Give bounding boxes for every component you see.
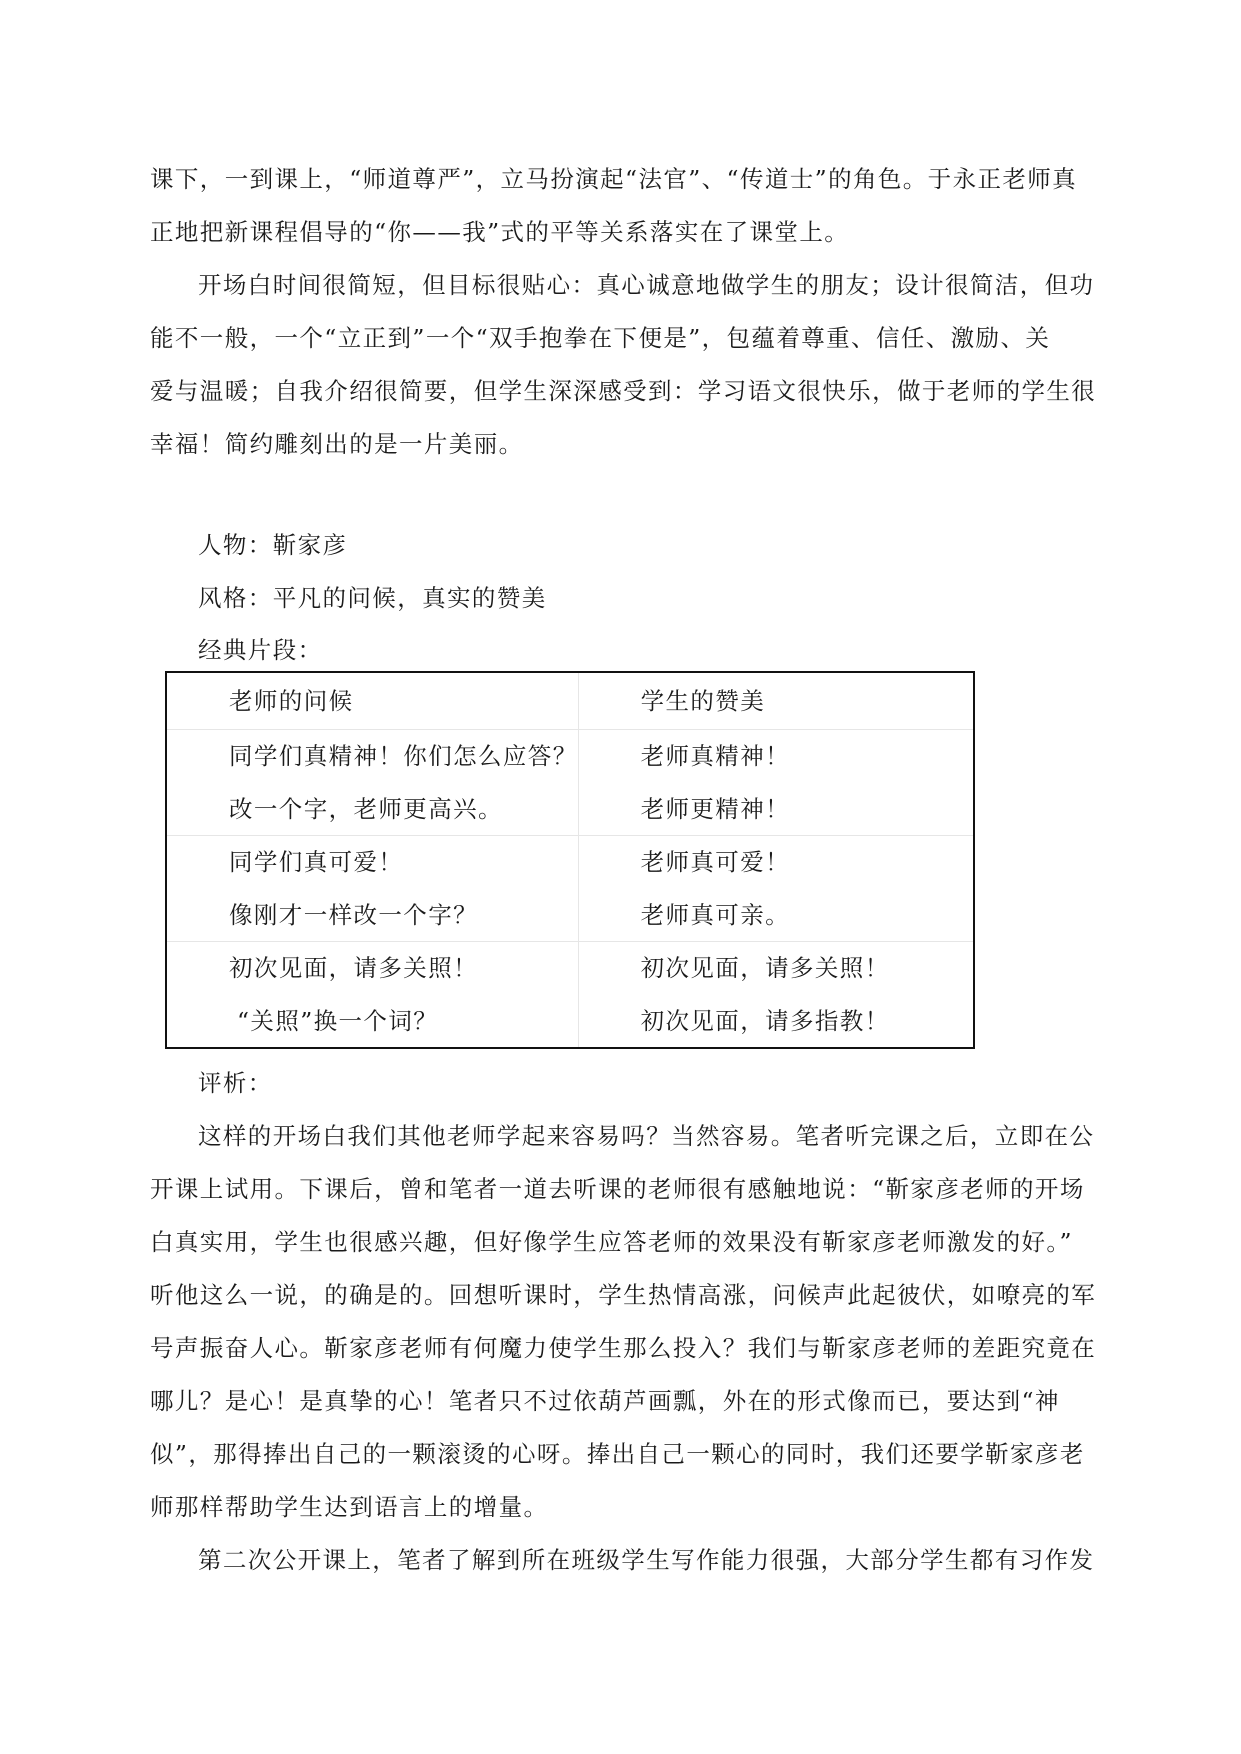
analysis-line: 号声振奋人心。靳家彦老师有何魔力使学生那么投入？我们与靳家彦老师的差距究竟在 <box>150 1334 1097 1362</box>
paragraph-line: 开场白时间很简短，但目标很贴心：真心诚意地做学生的朋友；设计很简洁，但功 <box>198 271 1095 299</box>
analysis-line: 白真实用，学生也很感兴趣，但好像学生应答老师的效果没有靳家彦老师激发的好。” <box>150 1228 1073 1256</box>
paragraph-line: 正地把新课程倡导的“你——我”式的平等关系落实在了课堂上。 <box>150 218 850 246</box>
header-student-praise: 学生的赞美 <box>640 687 766 715</box>
cell-line: 初次见面，请多关照！ <box>640 954 890 982</box>
table-cell <box>578 836 974 942</box>
cell-line: 老师真精神！ <box>640 742 791 770</box>
paragraph-line: 课下，一到课上，“师道尊严”，立马扮演起“法官”、“传道士”的角色。于永正老师真 <box>150 165 1078 193</box>
table-cell <box>166 836 578 942</box>
classic-table <box>165 671 975 1049</box>
cell-line: 同学们真精神！你们怎么应答？ <box>229 742 578 770</box>
paragraph-line: 能不一般，一个“立正到”一个“双手抱拳在下便是”，包蕴着尊重、信任、激励、关 <box>150 324 1051 352</box>
analysis-label: 评析： <box>198 1069 273 1097</box>
analysis-line: 似”，那得捧出自己的一颗滚烫的心呀。捧出自己一颗心的同时，我们还要学靳家彦老 <box>150 1440 1085 1468</box>
analysis-line: 第二次公开课上，笔者了解到所在班级学生写作能力很强，大部分学生都有习作发 <box>198 1546 1095 1574</box>
cell-line: 老师更精神！ <box>640 794 791 823</box>
table-header-cell <box>166 672 578 730</box>
table-row <box>166 836 974 942</box>
cell-line: 同学们真可爱！ <box>229 848 404 876</box>
person-line: 人物：靳家彦 <box>198 531 348 559</box>
classic-label: 经典片段： <box>198 636 323 664</box>
table-header-row <box>166 672 974 730</box>
table-cell <box>578 942 974 1049</box>
table-row <box>166 730 974 836</box>
cell-line: “关照”换一个词？ <box>237 1006 439 1035</box>
style-line: 风格：平凡的问候，真实的赞美 <box>198 584 547 612</box>
table-cell <box>166 942 578 1049</box>
cell-line: 像刚才一样改一个字？ <box>229 900 478 929</box>
analysis-line: 这样的开场白我们其他老师学起来容易吗？当然容易。笔者听完课之后，立即在公 <box>198 1122 1095 1150</box>
table-row <box>166 942 974 1049</box>
cell-line: 初次见面，请多关照！ <box>229 954 478 982</box>
cell-line: 老师真可爱！ <box>640 848 791 876</box>
table-header-cell <box>578 672 974 730</box>
table-cell <box>578 730 974 836</box>
analysis-line: 开课上试用。下课后，曾和笔者一道去听课的老师很有感触地说：“靳家彦老师的开场 <box>150 1175 1085 1203</box>
analysis-line: 哪儿？是心！是真挚的心！笔者只不过依葫芦画瓢，外在的形式像而已，要达到“神 <box>150 1387 1060 1415</box>
cell-line: 老师真可亲。 <box>640 900 791 929</box>
paragraph-line: 幸福！简约雕刻出的是一片美丽。 <box>150 430 524 458</box>
table-cell <box>166 730 578 836</box>
analysis-line: 师那样帮助学生达到语言上的增量。 <box>150 1493 549 1521</box>
analysis-line: 听他这么一说，的确是的。回想听课时，学生热情高涨，问候声此起彼伏，如嘹亮的军 <box>150 1281 1097 1309</box>
cell-line: 改一个字，老师更高兴。 <box>229 794 503 823</box>
cell-line: 初次见面，请多指教！ <box>640 1006 890 1035</box>
paragraph-line: 爱与温暖；自我介绍很简要，但学生深深感受到：学习语文很快乐，做于老师的学生很 <box>150 377 1097 405</box>
header-teacher-greeting: 老师的问候 <box>229 687 354 715</box>
